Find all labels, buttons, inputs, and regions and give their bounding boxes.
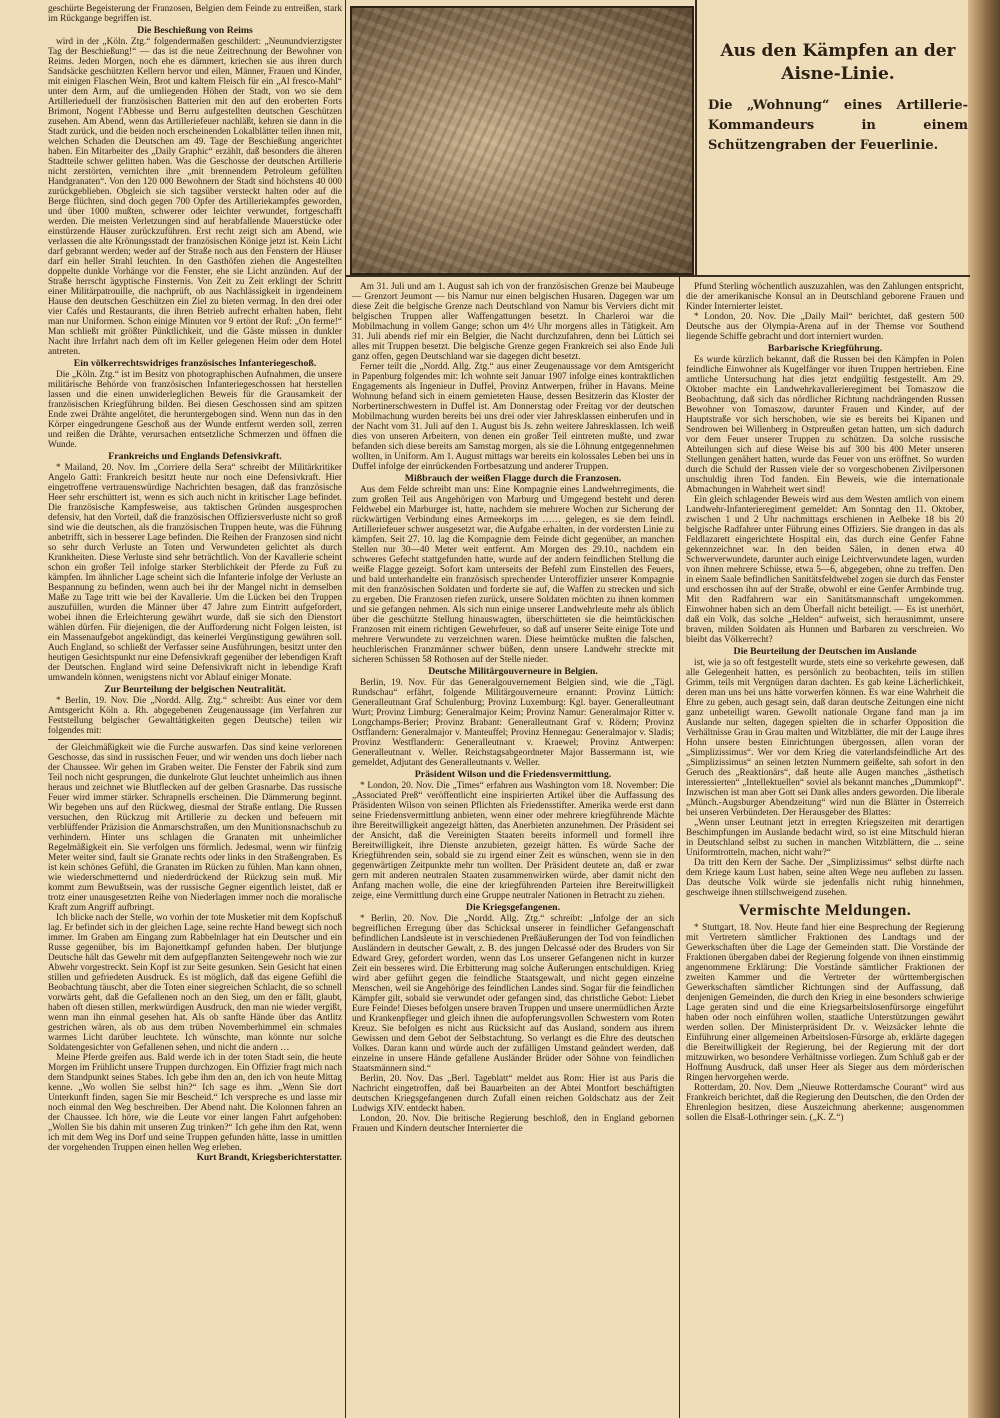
paragraph: Da tritt den Kern der Sache. Der „Simplizissimus“ selbst dürfte nach dem Kriege kaum Lust haben, seine alten Wege neu aufleben zu lassen. Das deutsche Volk würde sie jedenfalls nicht ruhig hinnehmen, geschweige ihnen stillschweigend zusehen. xyxy=(686,858,964,898)
divider xyxy=(48,739,342,740)
paragraph: * London, 20. Nov. Die „Daily Mail“ berichtet, daß gestern 500 Deutsche aus der Olympia-Arena auf in der Themse vor Southend liegende Schiffe gebracht und dort interniert wurden. xyxy=(686,312,964,342)
photo-caption-box xyxy=(708,40,968,270)
box-rule xyxy=(695,0,697,275)
article-gouv: Berlin, 19. Nov. Für das Generalgouvernement Belgien sind, wie die „Tägl. Rundschau“ erfährt, folgende Militärgouverneure ernannt: Provinz Lüttich: Generalleutnant Graf Schulenburg; Provinz Luxemburg: Kgl. bayer. Generalleutnant Wurt; Provinz Limburg: Generalmajor Keim; Provinz Namur: Generalmajor Ritter v. Longchamps-Berier; Provinz Brabant: Generalleutnant Graf v. Rödern; Provinz Ostflandern: Generalmajor v. Manteuffel; Provinz Hennegau: Generalmajor v. Sladis; Provinz Westflandern: Generalleutnant v. Kraewel; Provinz Antwerpen: Generalleutnant v. Weller. Reichstagsabgeordneter Major Bassermann ist, wie gemeldet, Adjutant des Generalleutnants v. Weller. xyxy=(352,678,674,768)
heading-wilson: Präsident Wilson und die Friedensvermittlung. xyxy=(414,769,612,780)
signature: Kurt Brandt, Kriegsberichterstatter. xyxy=(196,1153,342,1163)
heading-defensiv: Frankreichs und Englands Defensivkraft. xyxy=(108,451,282,462)
caption-subtitle: Die „Wohnung“ eines Artillerie-Kommandeurs in einem Schützengraben der Feuerlinie. xyxy=(708,98,968,153)
divider xyxy=(345,275,970,277)
paragraph: London, 20. Nov. Die britische Regierung beschloß, den in England gebornen Frauen und Kindern deutscher Internierter die xyxy=(352,1114,674,1134)
left-column xyxy=(48,4,342,1163)
paragraph: ist, wie ja so oft festgestellt wurde, stets eine so verkehrte gewesen, daß alle Gelegenheit hatten, es persönlich zu beobachten, teils im stillen Grimm, teils mit Vergnügen daran dachten. Es gab keine Lächerlichkeit, deren man uns bei uns hätte vorwerfen können. Es war eine Wahrheit die Ehre zu geben, auch gesagt sein, daß daran deutsche Zeitungen eine nicht ganz unbeteiligt waren. Gewollt nationale Organe fand man ja im Auslande nur selten, dagegen spielten die in scharfer Opposition die Verhältnisse Grau in Grau malten und Witzblätter, die mit der Lauge ihres Hohn unsere besten Einrichtungen übergossen, allen voran der „Simplizissimus“. Wer vor dem Krieg die vaterlandsfeindliche Art des „Simplizissimus“ an seinen letzten Nummern geißelte, sah sofort in den Geruch des „Reaktionärs“, daß heute alle Augen manches „ästhetisch interessierten“ „Intellektuellen“ soviel als bekannt manches „Dummkopf“. Inzwischen ist man aber Gott sei Dank alles anders geworden. Die liberale „Münch.-Augsburger Abendzeitung“ wird nun die Blätter in Österreich bei unseren Verbündeten. Der Herausgeber des Blattes: xyxy=(686,658,964,818)
heading-gouv: Deutsche Militärgouverneure in Belgien. xyxy=(428,666,598,677)
paragraph: Es wurde kürzlich bekannt, daß die Russen bei den Kämpfen in Polen feindliche Einwohner als Kugelfänger vor ihren Truppen hertrieben. Eine amtliche Untersuchung hat dies jetzt endgültig festgestellt. Am 29. Oktober machte ein Landwehrkavallerieregiment bei Tomaszow die Beobachtung, daß sich das nördlicher Richtung nachdrängenden Russen Bewohner von Tomaszow, darunter Frauen und Kinder, auf der Hauptstraße vor sich herschoben, wie sie es bereits bei Kipanen und Sendrowen bei Willenberg in Ostpreußen getan hatten, um sich dadurch vor dem Feuer unserer Truppen zu schützen. Da solche russische Abteilungen sich auf diese Weise bis auf 300 bis 400 Meter unseren Stellungen genähert hatten, wurde das Feuer von uns eröffnet. So wurden durch die Schuld der Russen viele der so vorgeschobenen Zivilpersonen unschuldig ihren Tod fanden. Ein Beweis, wie die internationale Abmachungen in Wahrheit wert sind! xyxy=(686,355,964,495)
paragraph: Ein gleich schlagender Beweis wird aus dem Westen amtlich von einem Landwehr-Infanterieregiment gemeldet: Am Sonntag den 11. Oktober, zwischen 1 und 2 Uhr nachmittags erschienen in Aelbeke 18 bis 20 belgische Radfahrer unter Führung eines Offiziers. Sie drangen in das als Feldlazarett eingerichtete Hospital ein, das durch eine Genfer Fahne gekennzeichnet war. In den beiden Sälen, in denen etwa 40 Schwerverwundete, darunter auch einige Leichtverwundete lagen, wurden von ihnen mehrere Schüsse, etwa 5—6, abgegeben, ohne zu treffen. Den in einem Saale befindlichen Sanitätsfeldwebel zogen sie durch das Fenster und erschossen ihn auf der Straße, obwohl er eine Genfer Armbinde trug. Mit den Radfahrern war ein Sanitätsmannschaft umgekommen. Einwohner haben sich an dem Überfall nicht beteiligt. — Es ist unerhört, daß ein Volk, das solche „Helden“ aufweist, sich herausnimmt, unsere braven, milden Soldaten als Hunnen und Barbaren zu verschreien. Wo bleibt das Völkerrecht? xyxy=(686,495,964,645)
heading-reims: Die Beschießung von Reims xyxy=(137,25,253,36)
column-rule xyxy=(345,0,346,1418)
paragraph: Berlin, 20. Nov. Das „Berl. Tageblatt“ meldet aus Rom: Hier ist aus Paris die Nachricht eingetroffen, daß bei Bauarbeiten an der Abtei Montfort beschäftigten deutschen Kriegsgefangenen durch Zufall einen reichen Goldschatz aus der Zeit Ludwigs XIV. entdeckt haben. xyxy=(352,1074,674,1114)
column-rule xyxy=(679,277,680,1418)
paragraph: der Gleichmäßigkeit wie die Furche auswarfen. Das sind keine verlorenen Geschosse, das sind in russischen Feuer, und wir wenden uns doch lieber nach der Chaussee. Wir gehen im Graben weiter. Die Fenster der Fabrik sind zum Teil noch nicht gesprungen, die dunkelrote Glut leuchtet unheimlich aus ihnen heraus und zeichnet wie Blutflecken auf der gelben Grasnarbe. Das russische Feuer wird immer stärker. Schrapnells erscheinen. Die Dämmerung beginnt. Wir begeben uns auf den Rückweg, diesmal der Straße entlang. Die Russen versuchen, den Rückzug mit Artillerie zu decken und befeuern mit verblüffender Präzision die Anmarschstraßen, um den Munitionsnachschub zu verhindern. Hinter uns schlagen die Granaten mit unheimlicher Regelmäßigkeit ein. Sie verfolgen uns förmlich. Jedesmal, wenn wir fünfzig Meter weiter sind, fault sie Granate rechts oder links in den Straßengraben. Es ist kein schönes Gefühl, die Granaten im Rücken zu fühlen. Man kann ohnen, wie wiederschmetternd und niederdrückend der Rückzug sein muß. Mir kommt zum Bewußtsein, was der russische Gegner eigentlich leistet, daß er trotz einer unausgesetzten Reihe von Niederlagen immer noch die moralische Kraft zum Angriff aufbringt. xyxy=(48,743,342,913)
heading-neutral: Zur Beurteilung der belgischen Neutralität. xyxy=(104,684,286,695)
paragraph: Am 31. Juli und am 1. August sah ich von der französischen Grenze bei Maubeuge — Grenzort Jeumont — bis Namur nur einen belgischen Husaren. Dagegen war um diese Zeit die belgische Grenze nach Deutschland von Namur bis Verviers dicht mit belgischen Truppen aller Waffengattungen besetzt. In Charleroi war die Mobilmachung in vollem Gange; schon um 4½ Uhr morgens alles in Tätigkeit. Am 31. Juli abends rief mir ein Belgier, die Nacht durchzufahren, denn bei Lüttich sei alles mit Truppen besetzt. Die belgische Grenze gegen Frankreich sei also Ende Juli ganz offen, gegen Deutschland war sie dagegen dicht besetzt. xyxy=(352,282,674,362)
heading-barb: Barbarische Kriegführung. xyxy=(767,343,883,354)
heading-vermischte: Vermischte Meldungen. xyxy=(738,902,912,919)
article-wilson: * London, 20. Nov. Die „Times“ erfahren aus Washington vom 18. November: Die „Associated Preß“ veröffentlicht eine inspirierten Artikel über die Auffassung des Präsidenten Wilson von seinen Pflichten als Friedensstifter. Amerika werde erst dann seine Friedensvermittlung anbieten, wenn einer oder mehrere kriegführende Mächte ihre Bereitwilligkeit angezeigt hätten, das Anerbieten anzunehmen. Der Präsident sei der Ansicht, daß die Vereinigten Staaten bereits informell und formell ihre Bereitwilligkeit, ihre Dienste anzubieten, gezeigt hätten. Es würde Sache der Kriegführenden sein, sobald sie zu irgend einer Zeit es wünschen, wenn sie in den gegenwärtigen Zeitpunkte mehr tun wollten. Der Präsident deutete an, daß er zwar gern mit anderen neutralen Staaten zusammenwirken würde, aber damit nicht den Anfang machen wolle, die eine der kriegführenden Parteien ihre Bereitwilligkeit zeige, eine Vermittlung durch eine Gruppe neutraler Nationen in Betracht zu ziehen. xyxy=(352,781,674,901)
paragraph: * Stuttgart, 18. Nov. Heute fand hier eine Besprechung der Regierung mit Vertretern sämtlicher Fraktionen des Landtags und der Gewerkschaften über die Lage der Gemeinden statt. Die Vorstände der Fraktionen übergaben dabei der Regierung folgende von ihnen einstimmig angenommene Erklärung: Die Vorstände sämtlicher Fraktionen der zweiten Kammer und die Vertreter der württembergischen Gewerkschaften sämtlicher Richtungen sind der Auffassung, daß denjenigen Gemeinden, die durch den Krieg in eine besonders schwierige Lage geraten sind und die eine Kriegsarbeitslosenfürsorge eingeführt haben oder noch einführen wollen, staatliche Unterstützungen gewährt werden sollen. Der Ministerpräsident Dr. v. Weizsäcker lehnte die Einführung einer allgemeinen Arbeitslosen-Fürsorge ab, erklärte dagegen die Bereitwilligkeit der Regierung, bei der Regierung mit der dort mitzuwirken, wo besondere Verhältnisse vorliegen. Zum Schluß gab er der Hoffnung Ausdruck, daß unser Heer als Sieger aus dem mörderischen Ringen hervorgehen werde. xyxy=(686,923,964,1083)
paragraph: * Berlin, 20. Nov. Die „Nordd. Allg. Ztg.“ schreibt: „Infolge der an sich begreiflichen Erregung über das Schicksal unserer in feindlicher Gefangenschaft befindlichen Landsleute ist in verschiedenen Preßäußerungen der Tod von feindlichen Ausländern in deutscher Gewalt, z. B. des jungen Delcassé oder des Bruders von Sir Edward Grey, gefordert worden, wenn das Los unserer Gefangenen nicht in kurzer Zeit ein besseres wird. Die Erbitterung mag solche Äußerungen entschuldigen. Krieg wird aber geführt gegen die feindliche Staatsgewalt, und nicht gegen einzelne Menschen, weil sie Angehörige des feindlichen Landes sind. Sogar für die feindlichen Kämpfer gilt, sobald sie verwundet oder gefangen sind, das christliche Gebot: Liebet Eure Feinde! Dieses befolgen unsere braven Truppen und unsere unermüdlichen Ärzte und Krankenpfleger und gleich ihnen die aufopferungsvollen Schwestern vom Roten Kreuz. Sie befolgen es nicht aus Rücksicht auf das Ausland, sondern aus ihrem Gewissen und dem Gebot der Selbstachtung. So verlangt es die Ehre des deutschen Volkes. Daran kann und würde auch der zufälligen Umstand geändert werden, daß einzelne in unsere Hände gefallene Ausländer Brüder oder Söhne von feindlichen Staatsmännern sind.“ xyxy=(352,914,674,1074)
article-defensiv: * Mailand, 20. Nov. Im „Corriere della Sera“ schreibt der Militärkritiker Angelo Gatti: Frankreich besitzt heute nur noch eine Defensivkraft. Hier eingetroffene vertrauenswürdige Nachrichten besagen, daß das französische Heer sehr erschüttert ist, wenn es sich auch nicht in kritischer Lage befindet. Die französische Kampfesweise, aus taktischen Gründen ausgesprochen defensiv, hat den Vorteil, daß die französischen Offiziersverluste nicht so groß sind wie die deutschen, als die französischen Truppen heute, was die Führung anbetrifft, sich in besserer Lage befinden. Die Reihen der Franzosen sind nicht so sehr durch Verluste an Toten und Verwundeten gelichtet als durch Krankheiten. Diese Verluste sind sehr beträchtlich. Von der Kavallerie scheint schon ein großer Teil infolge starker Sterblichkeit der Pferde zu Fuß zu kämpfen. Im ähnlicher Lage scheint sich die Infanterie infolge der Verluste an Bespannung zu befinden, wenn auch bei ihr der Mangel nicht in demselben Maße zu Tage tritt wie bei der Kavallerie. Um die Lücken bei den Truppen auszufüllen, wurden die Männer über 47 Jahre zum Eintritt aufgefordert, wobei ihnen die Erleichterung gewährt wurde, daß sie sich den Dienstort wählen dürfen. Für diejenigen, die der Aufforderung nicht Folgen leisten, ist ein Massenaufgebot angekündigt, das keinerlei Vergünstigung gewähren soll. Auch England, so schließt der Verfasser seine Ausführungen, besitzt unter den heutigen Gesichtspunkt nur eine Defensivkraft gegenüber der lebendigen Kraft der Deutschen. England wird seine Defensivkraft nicht in lebendige Kraft umwandeln können, wenigstens nicht vor Ablauf einiger Monate. xyxy=(48,463,342,683)
article-reims: wird in der „Köln. Ztg.“ folgendermaßen geschildert: „Neunundvierzigster Tag der Beschießung!“ — das ist die neue Zeitrechnung der Bewohner von Reims. Jeden Morgen, noch ehe es dämmert, kriechen sie aus ihren durch Sandsäcke geschützten Kellern hervor und eilen, Männer, Frauen und Kinder, mit einigen Flaschen Wein, Brot und kaltem Fleisch für ein „Al fresco-Mahl“ unter dem Arm, auf die umliegenden Höhen der Stadt, von wo sie dem Artillerieduell der französischen Batterien mit den auf den eroberten Forts Brimont, Nogent l'Abbesse und Berru aufgestellten deutschen Geschützen zusehen. Am Abend, wenn das Artilleriefeuer nachläßt, kehren sie dann in die Stadt zurück, und die beiden noch erscheinenden Lokalblätter teilen ihnen mit, welchen Schaden die Deutschen am 49. Tage der Beschießung angerichtet haben. Ein Mitarbeiter des „Daily Graphic“ erzählt, daß besonders die älteren Stadtteile schwer gelitten haben. Was die Geschosse der deutschen Artillerie nicht zerstörten, vernichten ihre „mit brennendem Petroleum gefüllten Handgranaten“. Von den 120 000 Bewohnern der Stadt sind höchstens 40 000 zurückgeblieben. Obgleich sie sich tagsüber versteckt halten oder auf die Berge flüchten, sind doch gegen 700 Opfer des Artilleriekampfes geworden, und über 1000 mußten, schwerer oder leichter verwundet, fortgeschafft werden. Die meisten Verletzungen sind auf herabfallende Mauerstücke oder einstürzende Häuser zurückzuführen. Erst recht zeigt sich am Abend, wie verlassen die alte Krönungsstadt der französischen Könige jetzt ist. Kein Licht darf gebrannt werden; weder auf der Straße noch aus den Fenstern der Häuser darf ein heller Strahl leuchten. In den Gasthöfen ziehen die Angestellten doppelte dunkle Vorhänge vor die Fenster, ehe sie Licht anzünden. Auf der Straße herrscht ägyptische Finsternis. Von Zeit zu Zeit erklingt der Schritt einer Militärpatrouille, die nachprüft, ob aus Nachlässigkeit in irgendeinem Hause den deutschen Geschützen ein Ziel zu bieten vermag. In den drei oder vier Cafés und Restaurants, die ihren Betrieb aufrecht erhalten haben, fleht man nur Uniformen. Schon einige Minuten vor 9 ertönt der Ruf: „On ferme!“ Man schließt mit größter Pünktlichkeit, und die Gäste müssen in dunkler Nacht ihre Irrfahrt nach dem oft im Keller gelegenen Heim oder dem Hotel antreten. xyxy=(48,37,342,357)
paragraph: Ich blicke nach der Stelle, wo vorhin der tote Musketier mit dem Kopfschuß lag. Er befindet sich in der gleichen Lage, seine rechte Hand bewegt sich noch immer. Im Graben am Eingang zum Rabbelnlager hat ein Deutscher und ein Russe gegenüber, bis im Bajonettkampf gefunden haben. Der blutjunge Deutsche hält das Gewehr mit dem aufgepflanzten Seitengewehr noch wie zur Abwehr vorgestreckt. Sein Kopf ist zur Seite gesunken. Sein Gesicht hat einen stillen und gefriedeten Ausdruck. Es ist möglich, daß das eigene Gefühl die Beobachtung täuscht, aber die Toten einer siegreichen Schlacht, die so schnell vorwärts geht, daß die Gefallenen noch an den Sieg, um den er fällt, glaubt, haben oft diesen stillen, merkwürdigen Ausdruck, den man nie wieder vergißt, wenn man ihn einmal gesehen hat. Als ob sanfte Hände über das Antlitz gestrichen wären, als ob aus dem trüben Novemberhimmel ein schmales warmes Licht darüber leuchtete. Ich wünschte, man könnte nur solche Soldatengesichter von Gefallenen sehen, und nicht die andern … xyxy=(48,913,342,1053)
paragraph: Meine Pferde greifen aus. Bald werde ich in der toten Stadt sein, die heute Morgen im Frühlicht unsere Truppen durchzogen. Ein Offizier fragt mich nach dem Standpunkt seines Stabes. Ich gebe ihm den an, den ich von heute Mittag kenne. „Wo wollen Sie selbst hin?“ Ich sage es ihm. „Wenn Sie dort Unterkunft finden, sagen Sie mir Bescheid.“ Ich verspreche es und lasse mir noch einmal den Weg beschreiben. Der Abend naht. Die Kolonnen fahren an der Chaussee. Ich höre, wie die Leute vor einer langen Fahrt aufgehoben: „Wollen Sie bis dahin mit unseren Zug trinken?“ Ich gehe ihm den Rat, wenn ich mit dem Weg ins Dorf und seine Truppen gefunden hätte, lasse in umittlen der vorgehenden Truppen einen hellen Weg erleben. xyxy=(48,1053,342,1153)
middle-column xyxy=(352,282,674,1134)
paragraph: Ferner teilt die „Nordd. Allg. Ztg.“ aus einer Zeugenaussage vor dem Amtsgericht in Papenburg folgendes mit: Ich wohnte seit Januar 1907 infolge eines kontraktlichen Engagements als Ingenieur in Duffel, Provinz Antwerpen, früher in Havans. Meine Wohnung befand sich in einem gemieteten Hause, dessen Besitzerin das Kloster der Norbertinerschwestern in Duffel ist. Am Donnerstag oder Freitag vor der deutschen Mobilmachung wurden bereits bei uns drei oder vier Jahresklassen einberufen und in der Nacht vom 31. Juli auf den 1. August bis Js. zehn weitere Jahresklassen. Ich weiß dies von unseren Arbeitern, von denen ein großer Teil eintreten mußte, und zwar befanden sich diese bereits am Samstag morgen, als sie die Löhnung entgegennehmen wollten, in Uniform. Am 1. August mittags war bereits ein kolossales Leben bei uns in Duffel infolge der einrückenden Fortbesatzung und anderer Truppen. xyxy=(352,362,674,472)
heading-ausland: Die Beurteilung der Deutschen im Auslande xyxy=(733,646,917,657)
intro-text: geschürte Begeisterung der Franzosen, Belgien dem Feinde zu entreißen, stark im Rückgange begriffen ist. xyxy=(48,4,342,24)
right-column xyxy=(686,282,964,1123)
paragraph: Rotterdam, 20. Nov. Dem „Nieuwe Rotterdamsche Courant“ wird aus Frankreich berichtet, daß die Regierung den Deutschen, die den Orden der Ehrenlegion besitzen, diese Auszeichnung aberkenne; ausgenommen sollen die Elsaß-Lothringer sein. („K. Z.“) xyxy=(686,1083,964,1123)
article-flag: Aus dem Felde schreibt man uns: Eine Kompagnie eines Landwehrregiments, die zum großen Teil aus Angehörigen von Marburg und Umgegend besteht und deren Feldwebel ein Marburger ist, hatte, nachdem sie mehrere Wochen zur Sicherung der rückwärtigen Verbindung eines Armeekorps im …… gelegen, es sie dem feindl. Artilleriefeuer schwer ausgesetzt war, die Aufgabe erhalten, in der vordersten Linie zu kämpfen. Seit 27. 10. lag die Kompagnie dem Feinde dicht gegenüber, an manchen Stellen nur 30—40 Meter weit entfernt. Am Morgen des 29.10., nachdem ein schweres Gefecht stattgefunden hatte, wurde auf der andern feindlichen Stellung die weiße Flagge gezeigt. Sofort kam unterseits der Befehl zum Einstellen des Feuers, und bald unterhandelte ein französisch sprechender Unteroffizier unserer Kompagnie mit den französischen Soldaten und forderte sie auf, die Waffen zu strecken und sich zu ergeben. Die Franzosen riefen zurück, unsere Soldaten möchten zu ihnen kommen und sie gefangen nehmen. Als sich nun einige unserer Landwehrleute mehr als üblich über die geschützte Stellung hinauswagten, überschütteten sie die heimtückischen Franzosen mit einem richtigen Gewehrfeuer, so daß auf unserer Seite einige Tote und mehrere Verwundete zu verzeichnen waren. Diese heimtücke mußten die falschen, heuchlerischen Franzmänner schwer büßen, denn unsere Landwehr streckte mit sicheren Schüssen 58 Rothosen auf der Stelle nieder. xyxy=(352,485,674,665)
heading-pow: Die Kriegsgefangenen. xyxy=(465,902,561,913)
heading-geschoss: Ein völkerrechtswidriges französisches Infanteriegeschoß. xyxy=(73,358,317,369)
heading-flag: Mißbrauch der weißen Flagge durch die Franzosen. xyxy=(404,473,622,484)
article-geschoss: Die „Köln. Ztg.“ ist im Besitz von photographischen Aufnahmen, die unsere militärische Behörde von französischen Infanteriegeschossen hat herstellen lassen und die einen unwiderleglichen Beweis für die Grausamkeit der französischen Kriegführung bilden. Bei diesen Geschossen sind am spitzen Ende zwei Drähte angelötet, die heruntergebogen sind. Wenn nun das in den Körper eingedrungene Geschoß aus der Wunde entfernt werden soll, zerren und reißen die Drähte, verursachen entsetzliche Schmerzen und öffnen die Wunde. xyxy=(48,370,342,450)
paragraph: „Wenn unser Leutnant jetzt in erregten Kriegszeiten mit derartigen Beschimpfungen im Auslande bedacht wird, so ist eine Mitschuld hieran in Deutschland selbst zu suchen in manchen Witzblättern, die ... seine Uniformtrotteln, machen, nicht wahr?“ xyxy=(686,818,964,858)
article-neutral: * Berlin, 19. Nov. Die „Nordd. Allg. Ztg.“ schreibt: Aus einer vor dem Amtsgericht Köln a. Rh. abgegebenen Zeugenaussage (im Verfahren zur Feststellung belgischer Gewalttätigkeiten gegen Deutsche) teilen wir folgendes mit: xyxy=(48,696,342,736)
war-photograph xyxy=(350,6,694,275)
caption-title: Aus den Kämpfen an der Aisne-Linie. xyxy=(720,41,956,84)
page-edge xyxy=(968,0,1000,1418)
paragraph: Pfund Sterling wöchentlich auszuzahlen, was den Zahlungen entspricht, die der amerikanische Konsul an in Deutschland geborene Frauen und Kinder Internierter leistet. xyxy=(686,282,964,312)
